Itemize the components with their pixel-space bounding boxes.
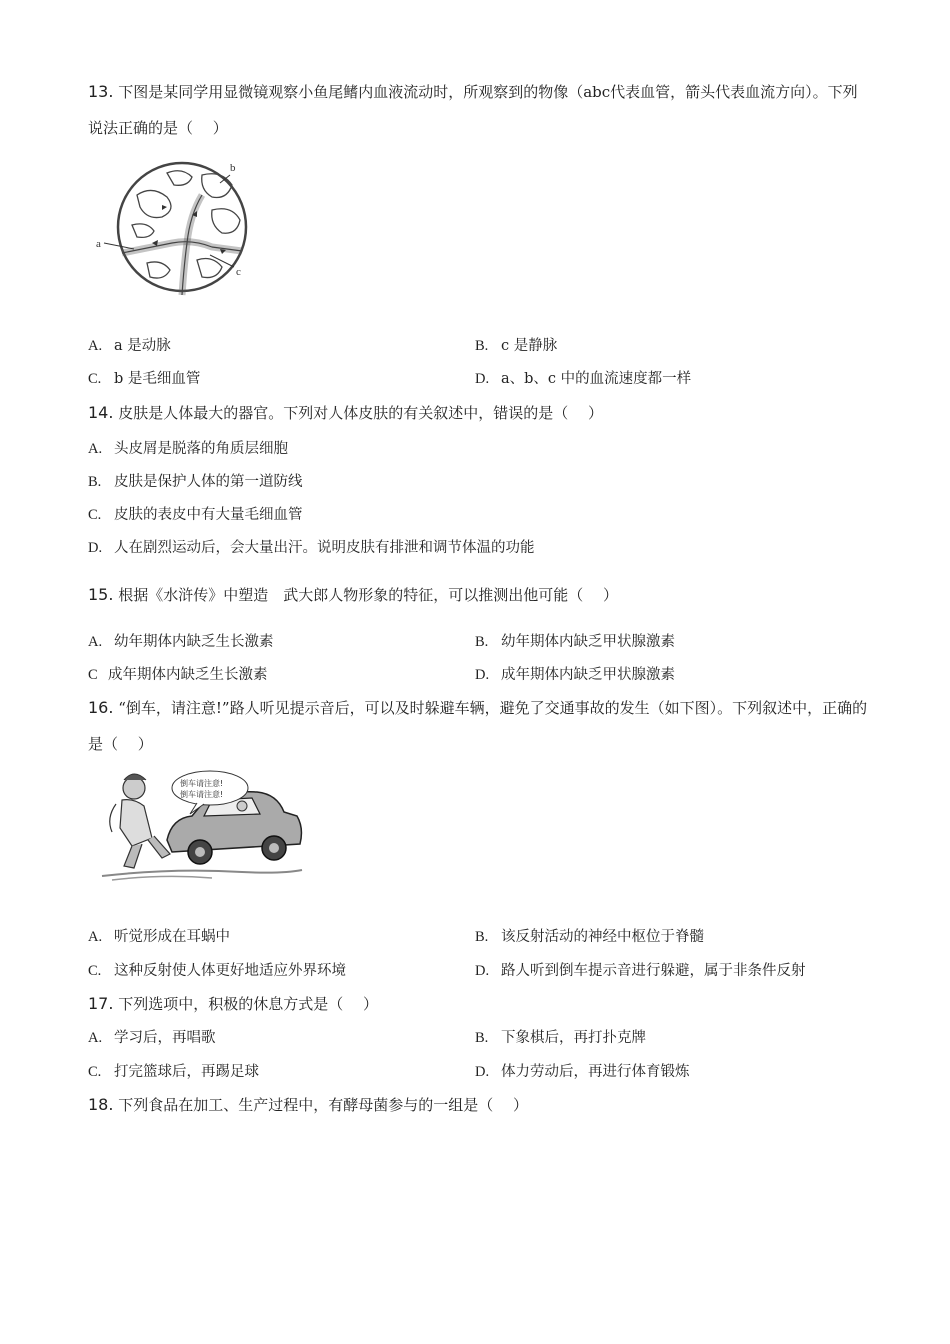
question-text: 皮肤是人体最大的器官。下列对人体皮肤的有关叙述中，错误的是（ ） — [118, 404, 604, 422]
question-13-stem — [88, 74, 868, 146]
bubble-text-line-2: 倒车请注意! — [180, 790, 224, 799]
option-16-a[interactable]: A. 听觉形成在耳蜗中 — [88, 929, 230, 945]
question-text: 下图是某同学用显微镜观察小鱼尾鳍内血液流动时，所观察到的物像（abc代表血管，箭头代表血流方向）。下列说法正确的是（ ） — [88, 83, 858, 137]
question-text: “倒车，请注意!”路人听见提示音后，可以及时躲避车辆，避免了交通事故的发生（如下图）。下列叙述中，正确的是（ ） — [88, 699, 868, 753]
question-number: 16. — [88, 698, 114, 717]
question-text: 下列选项中，积极的休息方式是（ ） — [118, 995, 379, 1013]
option-17-b[interactable]: B. 下象棋后，再打扑克牌 — [475, 1030, 646, 1046]
option-14-d[interactable]: D. 人在剧烈运动后，会大量出汗。说明皮肤有排泄和调节体温的功能 — [88, 540, 535, 556]
option-16-d[interactable]: D. 路人听到倒车提示音进行躲避，属于非条件反射 — [475, 963, 806, 979]
question-text: 根据《水浒传》中塑造 武大郎人物形象的特征，可以推测出他可能（ ） — [118, 586, 619, 604]
option-13-c[interactable]: C. b 是毛细血管 — [88, 371, 201, 387]
question-14-stem — [88, 395, 868, 431]
question-15-stem — [88, 577, 868, 613]
figure-label-c: c — [236, 266, 241, 278]
option-15-a[interactable]: A. 幼年期体内缺乏生长激素 — [88, 634, 274, 650]
option-13-a[interactable]: A. a 是动脉 — [88, 338, 171, 354]
option-16-c[interactable]: C. 这种反射使人体更好地适应外界环境 — [88, 963, 346, 979]
option-15-d[interactable]: D. 成年期体内缺乏甲状腺激素 — [475, 667, 675, 683]
question-number: 14. — [88, 403, 114, 422]
question-text: 下列食品在加工、生产过程中，有酵母菌参与的一组是（ ） — [118, 1096, 529, 1114]
question-17-stem — [88, 986, 868, 1022]
question-number: 13. — [88, 82, 114, 101]
question-16-stem — [88, 690, 868, 762]
option-13-b[interactable]: B. c 是静脉 — [475, 338, 558, 354]
bubble-text-line-1: 倒车请注意! — [180, 779, 224, 788]
option-14-c[interactable]: C. 皮肤的表皮中有大量毛细血管 — [88, 507, 303, 523]
option-17-c[interactable]: C. 打完篮球后，再踢足球 — [88, 1064, 259, 1080]
option-17-a[interactable]: A. 学习后，再唱歌 — [88, 1030, 216, 1046]
figure-label-a: a — [96, 238, 101, 250]
option-17-d[interactable]: D. 体力劳动后，再进行体育锻炼 — [475, 1064, 690, 1080]
option-15-b[interactable]: B. 幼年期体内缺乏甲状腺激素 — [475, 634, 675, 650]
question-number: 15. — [88, 585, 114, 604]
option-15-c[interactable]: C 成年期体内缺乏生长激素 — [88, 667, 268, 683]
figure-label-b: b — [230, 162, 236, 174]
question-18-stem — [88, 1087, 868, 1123]
option-14-b[interactable]: B. 皮肤是保护人体的第一道防线 — [88, 474, 303, 490]
reversing-car-figure — [92, 768, 307, 888]
option-13-d[interactable]: D. a、b、c 中的血流速度都一样 — [475, 371, 692, 387]
question-number: 18. — [88, 1095, 114, 1114]
option-14-a[interactable]: A. 头皮屑是脱落的角质层细胞 — [88, 441, 288, 457]
question-number: 17. — [88, 994, 114, 1013]
microscope-figure — [92, 155, 262, 300]
option-16-b[interactable]: B. 该反射活动的神经中枢位于脊髓 — [475, 929, 704, 945]
